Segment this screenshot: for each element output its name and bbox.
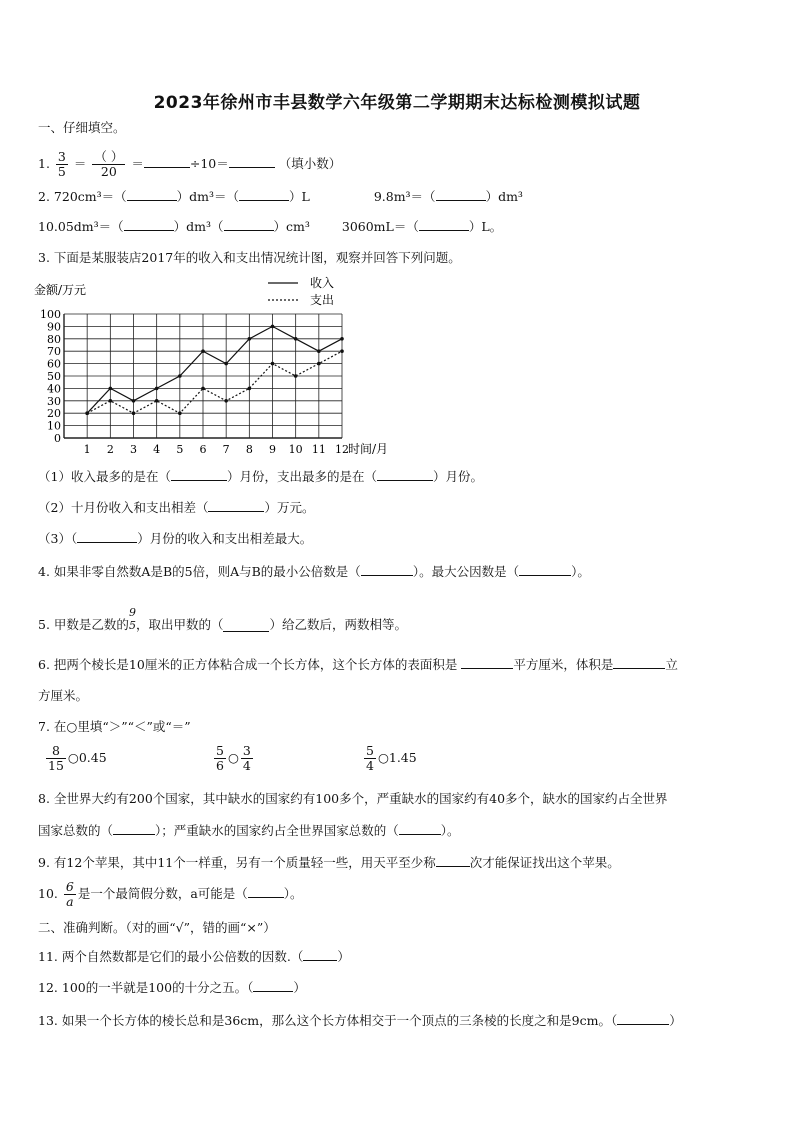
line-chart	[30, 272, 400, 462]
expense-point	[85, 411, 89, 415]
y-tick-label: 90	[47, 320, 61, 334]
x-tick-label: 6	[199, 443, 207, 456]
y-tick-label: 0	[54, 432, 61, 445]
expense-point	[224, 399, 228, 403]
expense-point	[271, 362, 275, 366]
expense-point	[155, 399, 159, 403]
income-point	[248, 337, 252, 341]
q2-blank-6[interactable]	[419, 218, 469, 231]
q3-1-blank-b[interactable]	[377, 468, 433, 481]
x-tick-label: 4	[153, 443, 161, 456]
q4-blank-b[interactable]	[519, 563, 571, 576]
income-point	[340, 337, 344, 341]
q11-blank[interactable]	[303, 948, 337, 961]
question-8a: 8. 全世界大约有200个国家，其中缺水的国家约有100多个，严重缺水的国家约有40多个，缺水的国家约占全世界	[38, 791, 668, 806]
q4-blank-a[interactable]	[361, 563, 413, 576]
y-tick-label: 20	[47, 407, 61, 421]
q7-item-b: $\frac{5}{6}$ ○ $\frac{3}{4}$	[216, 743, 251, 773]
question-13: 13. 如果一个长方体的棱长总和是36cm，那么这个长方体相交于一个顶点的三条棱的长度之和是9cm。（ ）	[38, 1013, 682, 1028]
income-point	[132, 399, 136, 403]
x-tick-label: 1	[83, 443, 91, 456]
chart-legend	[268, 275, 334, 307]
question-3-1: （1）收入最多的是在（ ）月份，支出最多的是在（ ）月份。	[38, 469, 483, 484]
q3-2-blank[interactable]	[208, 499, 264, 512]
section-heading-judge: 二、准确判断。（对的画“√”，错的画“×”）	[38, 920, 276, 935]
q2-blank-3[interactable]	[436, 188, 486, 201]
q2-blank-5[interactable]	[224, 218, 274, 231]
expense-point	[317, 362, 321, 366]
y-tick-label: 30	[47, 394, 61, 408]
x-tick-label: 8	[245, 443, 253, 456]
expense-point	[201, 387, 205, 391]
question-10: 10. $\frac{6}{a}$ 是一个最简假分数，a可能是（ ）。	[38, 879, 303, 909]
income-point	[294, 337, 298, 341]
legend-income: 收入	[310, 276, 335, 290]
y-tick-label: 70	[47, 345, 61, 359]
y-tick-label: 40	[47, 382, 61, 396]
y-tick-label: 10	[47, 419, 61, 433]
question-3: 3. 下面是某服装店2017年的收入和支出情况统计图，观察并回答下列问题。	[38, 250, 461, 265]
y-tick-label: 50	[47, 370, 61, 383]
q1-fraction-blank[interactable]: $\frac{( )}{20}$	[94, 149, 124, 179]
q1-number: 1.	[38, 156, 50, 171]
q7-compare-c[interactable]: ○1.45	[377, 750, 417, 765]
question-4: 4. 如果非零自然数A是B的5倍，则A与B的最小公倍数是（ ）。最大公因数是（ ）。	[38, 564, 590, 579]
chart-xlabel: 时间/月	[348, 442, 389, 456]
legend-expense: 支出	[310, 293, 335, 307]
expense-point	[132, 411, 136, 415]
question-7: 7. 在○里填“＞”“＜”或“＝”	[38, 719, 191, 734]
q8-blank-a[interactable]	[113, 822, 155, 835]
y-tick-label: 80	[47, 332, 61, 346]
y-tick-label: 60	[47, 357, 61, 371]
expense-point	[178, 411, 182, 415]
question-9: 9. 有12个苹果，其中11个一样重，另有一个质量轻一些，用天平至少称 次才能保证找出这个苹果。	[38, 855, 620, 870]
x-tick-label: 5	[176, 443, 184, 456]
question-3-2: （2）十月份收入和支出相差（ ）万元。	[38, 500, 315, 515]
q6-blank-b[interactable]	[613, 656, 665, 669]
q10-blank[interactable]	[248, 885, 284, 898]
q6-blank-a[interactable]	[461, 656, 513, 669]
q13-blank[interactable]	[617, 1012, 669, 1025]
q3-3-blank[interactable]	[77, 530, 137, 543]
q5-fraction: 9 5	[128, 606, 136, 632]
expense-point	[248, 387, 252, 391]
x-tick-label: 3	[130, 443, 137, 456]
q12-blank[interactable]	[253, 979, 293, 992]
expense-point	[109, 399, 113, 403]
question-6b: 方厘米。	[38, 688, 89, 703]
income-point	[155, 387, 159, 391]
x-tick-label: 7	[222, 443, 230, 456]
income-point	[271, 325, 275, 329]
q3-1-blank-a[interactable]	[171, 468, 227, 481]
question-3-3: （3）（ ）月份的收入和支出相差最大。	[38, 531, 313, 546]
series-expense-line	[87, 351, 342, 413]
income-point	[178, 374, 182, 378]
q8-blank-b[interactable]	[399, 822, 441, 835]
question-2b: 10.05dm³＝（ ）dm³（ ）cm³ 3060mL＝（ ）L。	[38, 219, 503, 234]
income-point	[109, 387, 113, 391]
expense-point	[340, 349, 344, 353]
expense-point	[294, 374, 298, 378]
x-tick-label: 10	[288, 443, 303, 456]
q1-fraction: $\frac{3}{5}$	[57, 149, 66, 179]
income-point	[224, 362, 228, 366]
question-8b: 国家总数的（ ）；严重缺水的国家约占全世界国家总数的（ ）。	[38, 823, 460, 838]
income-point	[317, 349, 321, 353]
page-title: 2023年徐州市丰县数学六年级第二学期期末达标检测模拟试题	[153, 93, 641, 113]
income-point	[201, 349, 205, 353]
x-tick-label: 2	[106, 443, 114, 456]
q7-compare-b[interactable]: ○	[227, 750, 239, 765]
q7-compare-a[interactable]: ○0.45	[67, 750, 107, 765]
q2-blank-4[interactable]	[124, 218, 174, 231]
question-1: 1. $\frac{3}{5}$ ＝ $\frac{( )}{20}$ ＝ ÷10＝ （填小数）	[38, 149, 342, 179]
q2-blank-2[interactable]	[239, 188, 289, 201]
question-12: 12. 100的一半就是100的十分之五。（ ）	[38, 980, 306, 995]
series-income-line	[87, 326, 342, 413]
q1-blank-b[interactable]	[229, 155, 275, 168]
q7-item-c: $\frac{5}{4}$ ○1.45	[366, 743, 417, 773]
x-tick-label: 11	[311, 443, 326, 456]
question-6a: 6. 把两个棱长是10厘米的正方体粘合成一个长方体，这个长方体的表面积是 平方厘米，体积是 立	[38, 657, 678, 672]
x-tick-label: 12	[335, 443, 349, 456]
q1-blank-a[interactable]	[144, 155, 190, 168]
q2-blank-1[interactable]	[127, 188, 177, 201]
y-tick-label: 100	[40, 308, 61, 321]
chart-ylabel: 金额/万元	[34, 283, 87, 297]
question-5: 5. 甲数是乙数的 9 5 ，取出甲数的（ ）给乙数后，两数相等。	[38, 606, 407, 632]
q5-blank[interactable]	[223, 619, 269, 632]
q9-blank[interactable]	[436, 854, 470, 867]
q7-item-a: $\frac{8}{15}$ ○0.45	[48, 743, 107, 773]
section-heading-fill: 一、仔细填空。	[38, 120, 126, 135]
question-2a: 2. 720cm³＝（ ）dm³＝（ ）L 9.8m³＝（ ）dm³	[38, 189, 523, 204]
x-tick-label: 9	[269, 443, 276, 456]
question-11: 11. 两个自然数都是它们的最小公倍数的因数.（ ）	[38, 949, 350, 964]
